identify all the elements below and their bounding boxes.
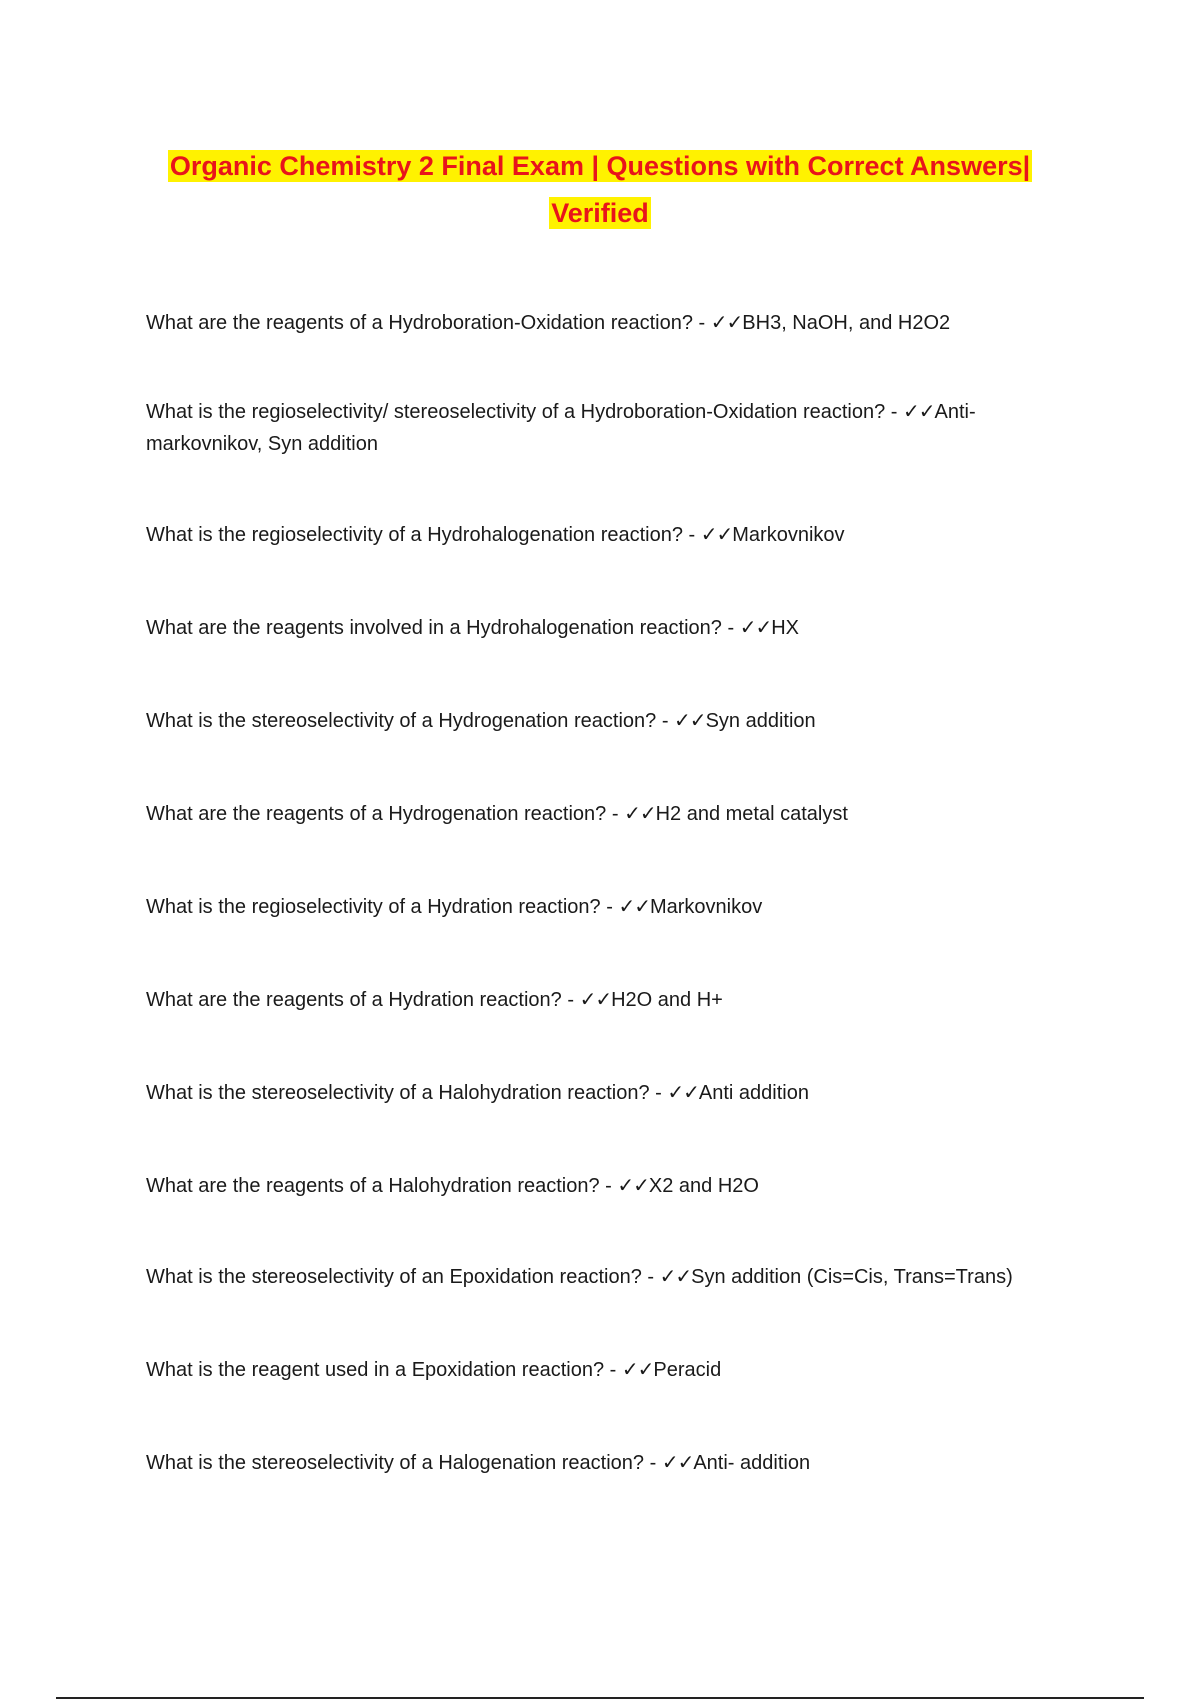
double-check-icon: ✓✓ bbox=[621, 1357, 654, 1381]
separator-dash: - bbox=[721, 617, 740, 639]
qa-item bbox=[146, 1446, 1046, 1479]
answer-text: Markovnikov bbox=[732, 524, 845, 546]
answer-text: H2O and H+ bbox=[611, 989, 723, 1011]
separator-dash: - bbox=[606, 803, 625, 825]
question-text: What is the regioselectivity/ stereoselectivity of a Hydroboration-Oxidation reaction? bbox=[146, 401, 886, 423]
separator-dash: - bbox=[561, 989, 580, 1011]
qa-item bbox=[146, 518, 1046, 551]
title-text: Organic Chemistry 2 Final Exam | Questions with Correct Answers| Verified bbox=[169, 151, 1031, 228]
answer-text: BH3, NaOH, and H2O2 bbox=[742, 312, 951, 334]
answer-text: Markovnikov bbox=[649, 896, 763, 918]
question-text: What is the stereoselectivity of an Epoxidation reaction? bbox=[146, 1266, 642, 1288]
question-text: What are the reagents of a Hydrogenation reaction? bbox=[146, 803, 607, 825]
separator-dash: - bbox=[641, 1266, 660, 1288]
answer-text: Syn addition (Cis=Cis, Trans=Trans) bbox=[691, 1266, 1013, 1288]
qa-item bbox=[146, 983, 1046, 1016]
question-text: What are the reagents of a Hydroboration-Oxidation reaction? bbox=[146, 312, 693, 334]
answer-text: Anti addition bbox=[698, 1082, 809, 1104]
document-title bbox=[140, 145, 1060, 239]
double-check-icon: ✓✓ bbox=[661, 1450, 694, 1474]
double-check-icon: ✓✓ bbox=[674, 708, 706, 732]
qa-item bbox=[146, 1353, 1046, 1386]
qa-item bbox=[146, 611, 1046, 644]
qa-item bbox=[146, 890, 1046, 923]
separator-dash: - bbox=[682, 524, 701, 546]
separator-dash: - bbox=[656, 710, 675, 732]
qa-item bbox=[146, 306, 1046, 339]
separator-dash: - bbox=[644, 1452, 662, 1474]
answer-text: HX bbox=[771, 617, 800, 639]
footer-divider bbox=[56, 1697, 1144, 1699]
separator-dash: - bbox=[600, 896, 619, 918]
double-check-icon: ✓✓ bbox=[659, 1264, 692, 1288]
separator-dash: - bbox=[599, 1175, 618, 1197]
answer-text: X2 and H2O bbox=[648, 1175, 759, 1197]
qa-item bbox=[146, 1076, 1046, 1109]
question-text: What is the stereoselectivity of a Hydrogenation reaction? bbox=[146, 710, 657, 732]
double-check-icon: ✓✓ bbox=[903, 399, 935, 423]
separator-dash: - bbox=[649, 1082, 668, 1104]
answer-text: Peracid bbox=[653, 1359, 722, 1381]
qa-item bbox=[146, 1260, 1046, 1293]
question-text: What is the stereoselectivity of a Halohydration reaction? bbox=[146, 1082, 650, 1104]
double-check-icon: ✓✓ bbox=[700, 522, 733, 546]
question-text: What are the reagents involved in a Hydrohalogenation reaction? bbox=[146, 617, 722, 639]
question-text: What are the reagents of a Halohydration reaction? bbox=[146, 1175, 600, 1197]
question-text: What is the stereoselectivity of a Halogenation reaction? bbox=[146, 1452, 645, 1474]
qa-list bbox=[146, 246, 1046, 1479]
question-text: What is the reagent used in a Epoxidation reaction? bbox=[146, 1359, 605, 1381]
double-check-icon: ✓✓ bbox=[624, 801, 656, 825]
answer-text: H2 and metal catalyst bbox=[655, 803, 848, 825]
question-text: What is the regioselectivity of a Hydrohalogenation reaction? bbox=[146, 524, 683, 546]
double-check-icon: ✓✓ bbox=[739, 615, 772, 639]
double-check-icon: ✓✓ bbox=[618, 894, 650, 918]
qa-item bbox=[146, 797, 1046, 830]
qa-item bbox=[146, 704, 1046, 737]
question-text: What is the regioselectivity of a Hydration reaction? bbox=[146, 896, 601, 918]
answer-text: Anti- addition bbox=[693, 1452, 811, 1474]
question-text: What are the reagents of a Hydration reaction? bbox=[146, 989, 562, 1011]
separator-dash: - bbox=[885, 401, 904, 423]
qa-item bbox=[146, 1169, 1046, 1202]
separator-dash: - bbox=[604, 1359, 622, 1381]
double-check-icon: ✓✓ bbox=[579, 987, 612, 1011]
answer-text: Anti-markovnikov, Syn addition bbox=[146, 401, 976, 455]
double-check-icon: ✓✓ bbox=[617, 1173, 649, 1197]
double-check-icon: ✓✓ bbox=[667, 1080, 699, 1104]
answer-text: Syn addition bbox=[705, 710, 816, 732]
qa-item bbox=[146, 395, 1046, 460]
double-check-icon: ✓✓ bbox=[710, 310, 743, 334]
separator-dash: - bbox=[692, 312, 711, 334]
